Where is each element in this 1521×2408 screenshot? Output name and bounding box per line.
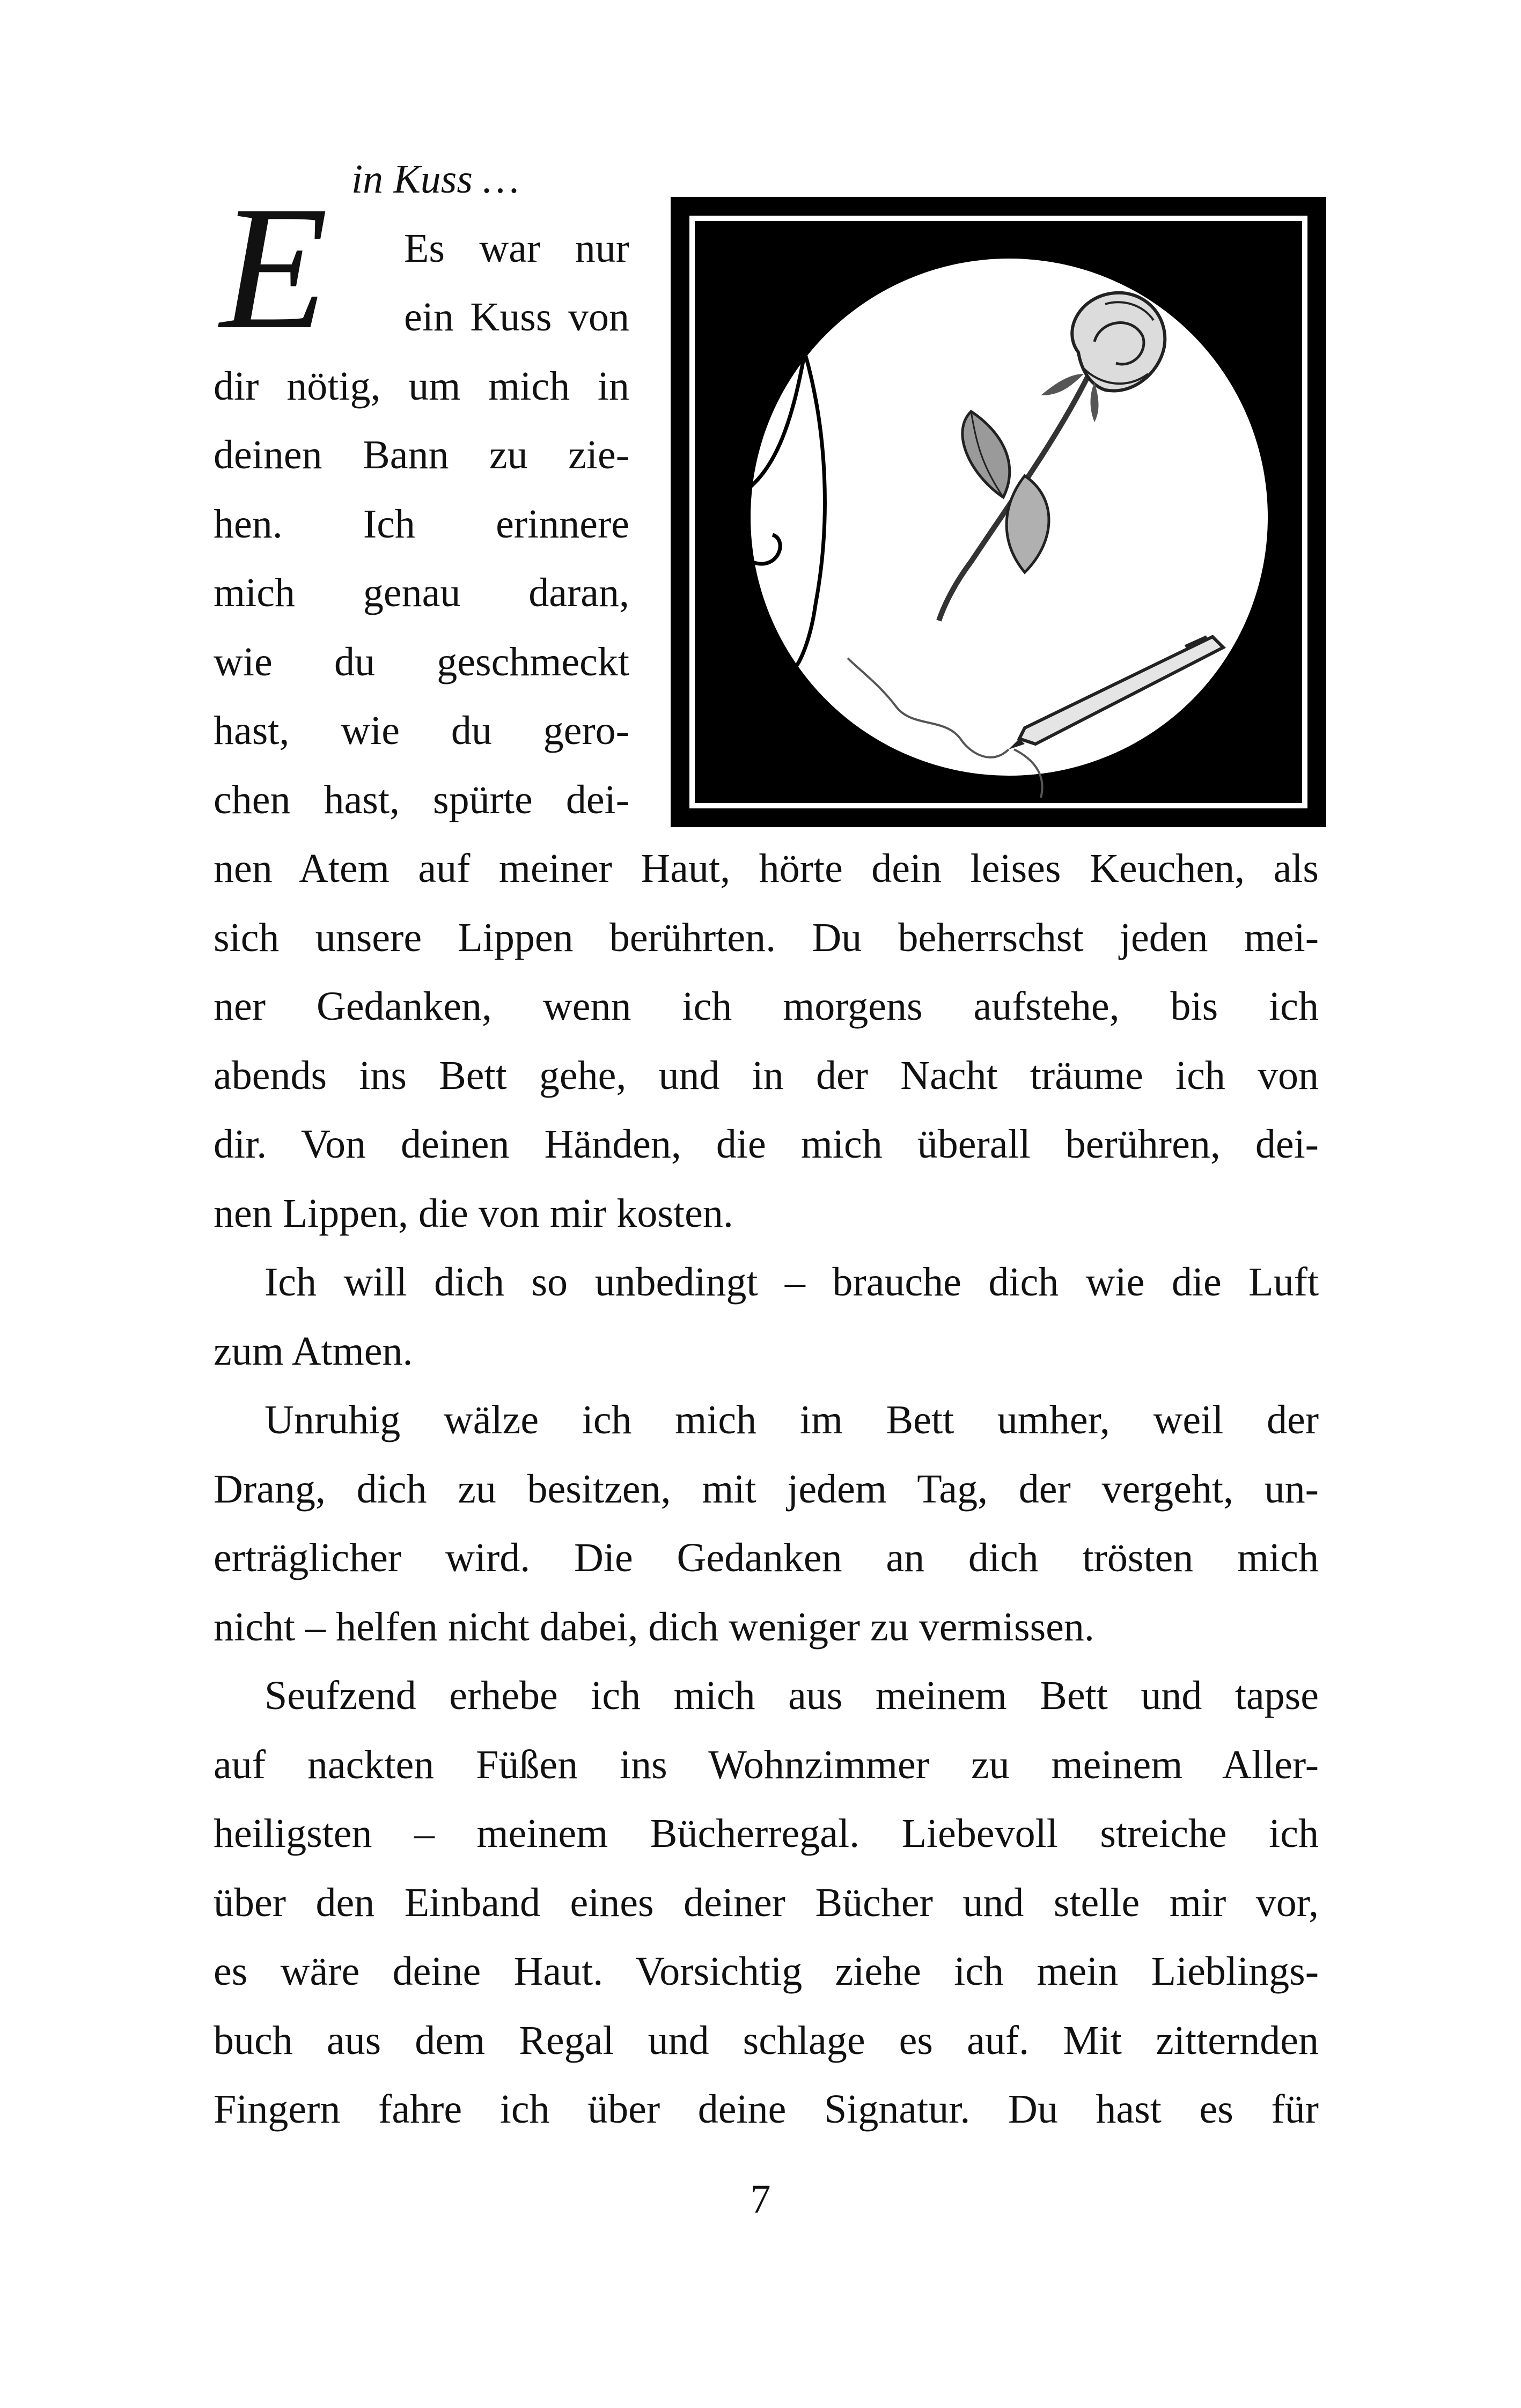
text-line: über den Einband eines deiner Bücher und stelle mir vor, <box>214 1880 1319 1925</box>
text-line: ner Gedanken, wenn ich morgens aufstehe, bis ich <box>214 984 1319 1029</box>
drop-cap: E <box>220 170 328 366</box>
text-line: abends ins Bett gehe, und in der Nacht träume ich von <box>214 1052 1319 1098</box>
text-line: mich genau daran, <box>214 570 629 615</box>
text-line: auf nackten Füßen ins Wohnzimmer zu meinem Aller- <box>214 1742 1319 1787</box>
page-number: 7 <box>750 2177 771 2222</box>
text-line: sich unsere Lippen berührten. Du beherrschst jeden mei- <box>214 915 1319 960</box>
text-line: Ich will dich so unbedingt – brauche dich wie die Luft <box>264 1260 1319 1305</box>
rose-and-pen-icon <box>671 197 1326 827</box>
opening-words: in Kuss … <box>351 157 519 202</box>
text-line: nen Lippen, die von mir kosten. <box>214 1190 733 1236</box>
text-line: hen. Ich erinnere <box>214 501 629 547</box>
full-width-lines <box>214 834 1319 2144</box>
text-line: heiligsten – meinem Bücherregal. Liebevoll streiche ich <box>214 1811 1319 1856</box>
text-line: chen hast, spürte dei- <box>214 777 629 822</box>
text-line: deinen Bann zu zie- <box>214 432 629 477</box>
text-line: ein Kuss von <box>404 294 629 340</box>
text-line: dir nötig, um mich in <box>214 363 629 409</box>
text-line: Seufzend erhebe ich mich aus meinem Bett und tapse <box>264 1673 1319 1718</box>
text-line: zum Atmen. <box>214 1328 413 1374</box>
text-line: nicht – helfen nicht dabei, dich weniger zu vermissen. <box>214 1604 1094 1649</box>
text-line: erträglicher wird. Die Gedanken an dich trösten mich <box>214 1535 1319 1580</box>
text-line: Drang, dich zu besitzen, mit jedem Tag, der vergeht, un- <box>214 1466 1319 1512</box>
text-line: Unruhig wälze ich mich im Bett umher, weil der <box>264 1397 1319 1442</box>
text-line: Fingern fahre ich über deine Signatur. Du hast es für <box>214 2087 1319 2132</box>
text-line: dir. Von deinen Händen, die mich überall berühren, dei- <box>214 1122 1319 1167</box>
text-line: es wäre deine Haut. Vorsichtig ziehe ich mein Lieblings- <box>214 1949 1319 1994</box>
text-line: hast, wie du gero- <box>214 708 629 753</box>
text-line: nen Atem auf meiner Haut, hörte dein leises Keuchen, als <box>214 846 1319 891</box>
text-line: buch aus dem Regal und schlage es auf. Mit zitternden <box>214 2017 1319 2063</box>
text-line: wie du geschmeckt <box>214 639 629 684</box>
text-line: Es war nur <box>404 225 629 271</box>
